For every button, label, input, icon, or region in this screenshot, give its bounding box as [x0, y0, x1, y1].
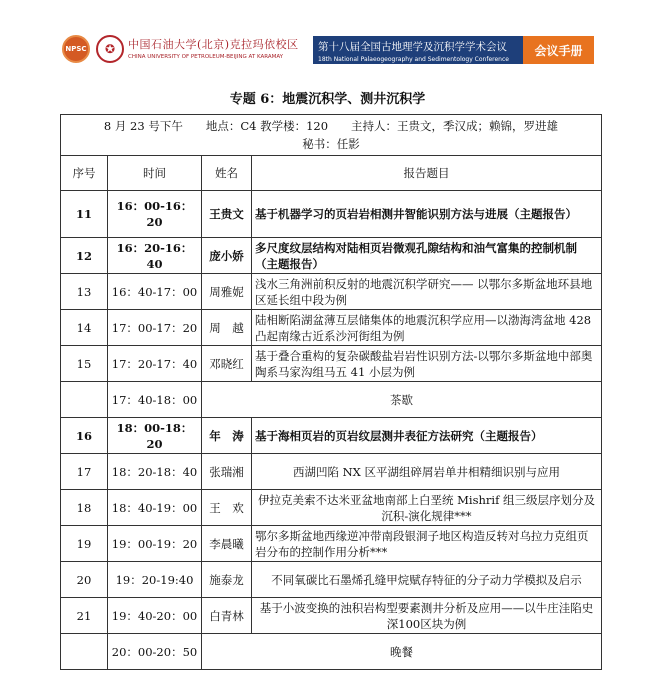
table-row — [61, 634, 602, 670]
schedule-table — [60, 114, 602, 670]
row-name: 王 欢 — [202, 490, 252, 526]
row-no: 15 — [61, 346, 108, 382]
row-title: 基于机器学习的页岩岩相测井智能识别方法与进展（主题报告） — [252, 191, 602, 238]
row-time: 16：40-17：00 — [108, 274, 202, 310]
row-time: 19：40-20：00 — [108, 598, 202, 634]
session-info-line2: 秘书：任影 — [302, 137, 360, 151]
university-name-en: CHINA UNIVERSITY OF PETROLEUM-BEIJING AT KARAMAY — [128, 54, 284, 60]
session-info-line1: 8 月 23 号下午 地点：C4 教学楼：120 主持人：王贵文，季汉成；赖锦，罗进雄 — [103, 119, 559, 133]
conference-name-cn: 第十八届全国古地理学及沉积学学术会议 — [318, 41, 507, 53]
row-no: 13 — [61, 274, 108, 310]
session-title: 专题 6：地震沉积学、测井沉积学 — [229, 92, 426, 107]
row-no — [61, 634, 108, 670]
table-row — [61, 418, 602, 454]
row-time: 16：20-16：40 — [108, 238, 202, 274]
row-no — [61, 382, 108, 418]
row-title: 伊拉克美索不达米亚盆地南部上白垩统 Mishrif 组三级层序划分及沉积-演化规律*** — [252, 490, 602, 526]
row-time: 17：20-17：40 — [108, 346, 202, 382]
university-name — [128, 36, 299, 60]
table-row — [61, 238, 602, 274]
conference-name-en: 18th National Palaeogeography and Sedimentology Conference — [318, 56, 509, 63]
row-time: 18：00-18：20 — [108, 418, 202, 454]
row-no: 16 — [61, 418, 108, 454]
row-title: 基于小波变换的浊积岩构型要素测井分析及应用——以牛庄洼陷史深100区块为例 — [252, 598, 602, 634]
col-header-title: 报告题目 — [252, 156, 602, 191]
table-row — [61, 346, 602, 382]
row-name: 李晨曦 — [202, 526, 252, 562]
row-time: 17：40-18：00 — [108, 382, 202, 418]
row-title: 基于叠合重构的复杂碳酸盐岩岩性识别方法-以鄂尔多斯盆地中部奥陶系马家沟组马五 41 小层为例 — [252, 346, 602, 382]
row-time: 18：40-19：00 — [108, 490, 202, 526]
row-title: 多尺度纹层结构对陆相页岩微观孔隙结构和油气富集的控制机制（主题报告） — [252, 238, 602, 274]
row-no: 17 — [61, 454, 108, 490]
row-name: 施泰龙 — [202, 562, 252, 598]
table-row — [61, 562, 602, 598]
npsc-logo: NPSC — [62, 35, 90, 63]
row-time: 19：20-19:40 — [108, 562, 202, 598]
table-row — [61, 526, 602, 562]
row-time: 17：00-17：20 — [108, 310, 202, 346]
row-no: 20 — [61, 562, 108, 598]
row-break-label: 晚餐 — [202, 634, 602, 670]
row-no: 14 — [61, 310, 108, 346]
row-no: 19 — [61, 526, 108, 562]
row-name: 张瑞湘 — [202, 454, 252, 490]
table-row — [61, 310, 602, 346]
col-header-no: 序号 — [61, 156, 108, 191]
row-name: 周雅妮 — [202, 274, 252, 310]
row-time: 16：00-16：20 — [108, 191, 202, 238]
row-break-label: 茶歇 — [202, 382, 602, 418]
row-no: 12 — [61, 238, 108, 274]
row-name: 邓晓红 — [202, 346, 252, 382]
row-name: 王贵文 — [202, 191, 252, 238]
table-row — [61, 274, 602, 310]
col-header-time: 时间 — [108, 156, 202, 191]
table-row — [61, 191, 602, 238]
row-no: 11 — [61, 191, 108, 238]
handbook-badge: 会议手册 — [523, 36, 594, 64]
university-name-cn: 中国石油大学(北京)克拉玛依校区 — [128, 38, 299, 51]
row-name: 周 越 — [202, 310, 252, 346]
page-header — [0, 0, 655, 80]
university-emblem-icon: ✪ — [96, 35, 124, 63]
row-no: 21 — [61, 598, 108, 634]
row-title: 浅水三角洲前积反射的地震沉积学研究—— 以鄂尔多斯盆地环县地区延长组中段为例 — [252, 274, 602, 310]
row-time: 20：00-20：50 — [108, 634, 202, 670]
row-name: 白青林 — [202, 598, 252, 634]
row-title: 不同氧碳比石墨烯孔缝甲烷赋存特征的分子动力学模拟及启示 — [252, 562, 602, 598]
row-time: 18：20-18：40 — [108, 454, 202, 490]
table-header-row — [61, 156, 602, 191]
row-no: 18 — [61, 490, 108, 526]
row-title: 基于海相页岩的页岩纹层测井表征方法研究（主题报告） — [252, 418, 602, 454]
table-row — [61, 454, 602, 490]
conference-banner — [313, 36, 523, 64]
session-info-row — [61, 115, 602, 156]
table-row — [61, 598, 602, 634]
row-title: 鄂尔多斯盆地西缘逆冲带南段银洞子地区构造反转对乌拉力克组页岩分布的控制作用分析*** — [252, 526, 602, 562]
table-row — [61, 490, 602, 526]
row-name: 庞小娇 — [202, 238, 252, 274]
row-time: 19：00-19：20 — [108, 526, 202, 562]
session-info — [61, 115, 602, 156]
row-name: 年 涛 — [202, 418, 252, 454]
row-title: 陆相断陷湖盆薄互层储集体的地震沉积学应用—以渤海湾盆地 428 凸起南缘古近系沙河街组为例 — [252, 310, 602, 346]
table-row — [61, 382, 602, 418]
row-title: 西湖凹陷 NX 区平湖组碎屑岩单井相精细识别与应用 — [252, 454, 602, 490]
col-header-name: 姓名 — [202, 156, 252, 191]
